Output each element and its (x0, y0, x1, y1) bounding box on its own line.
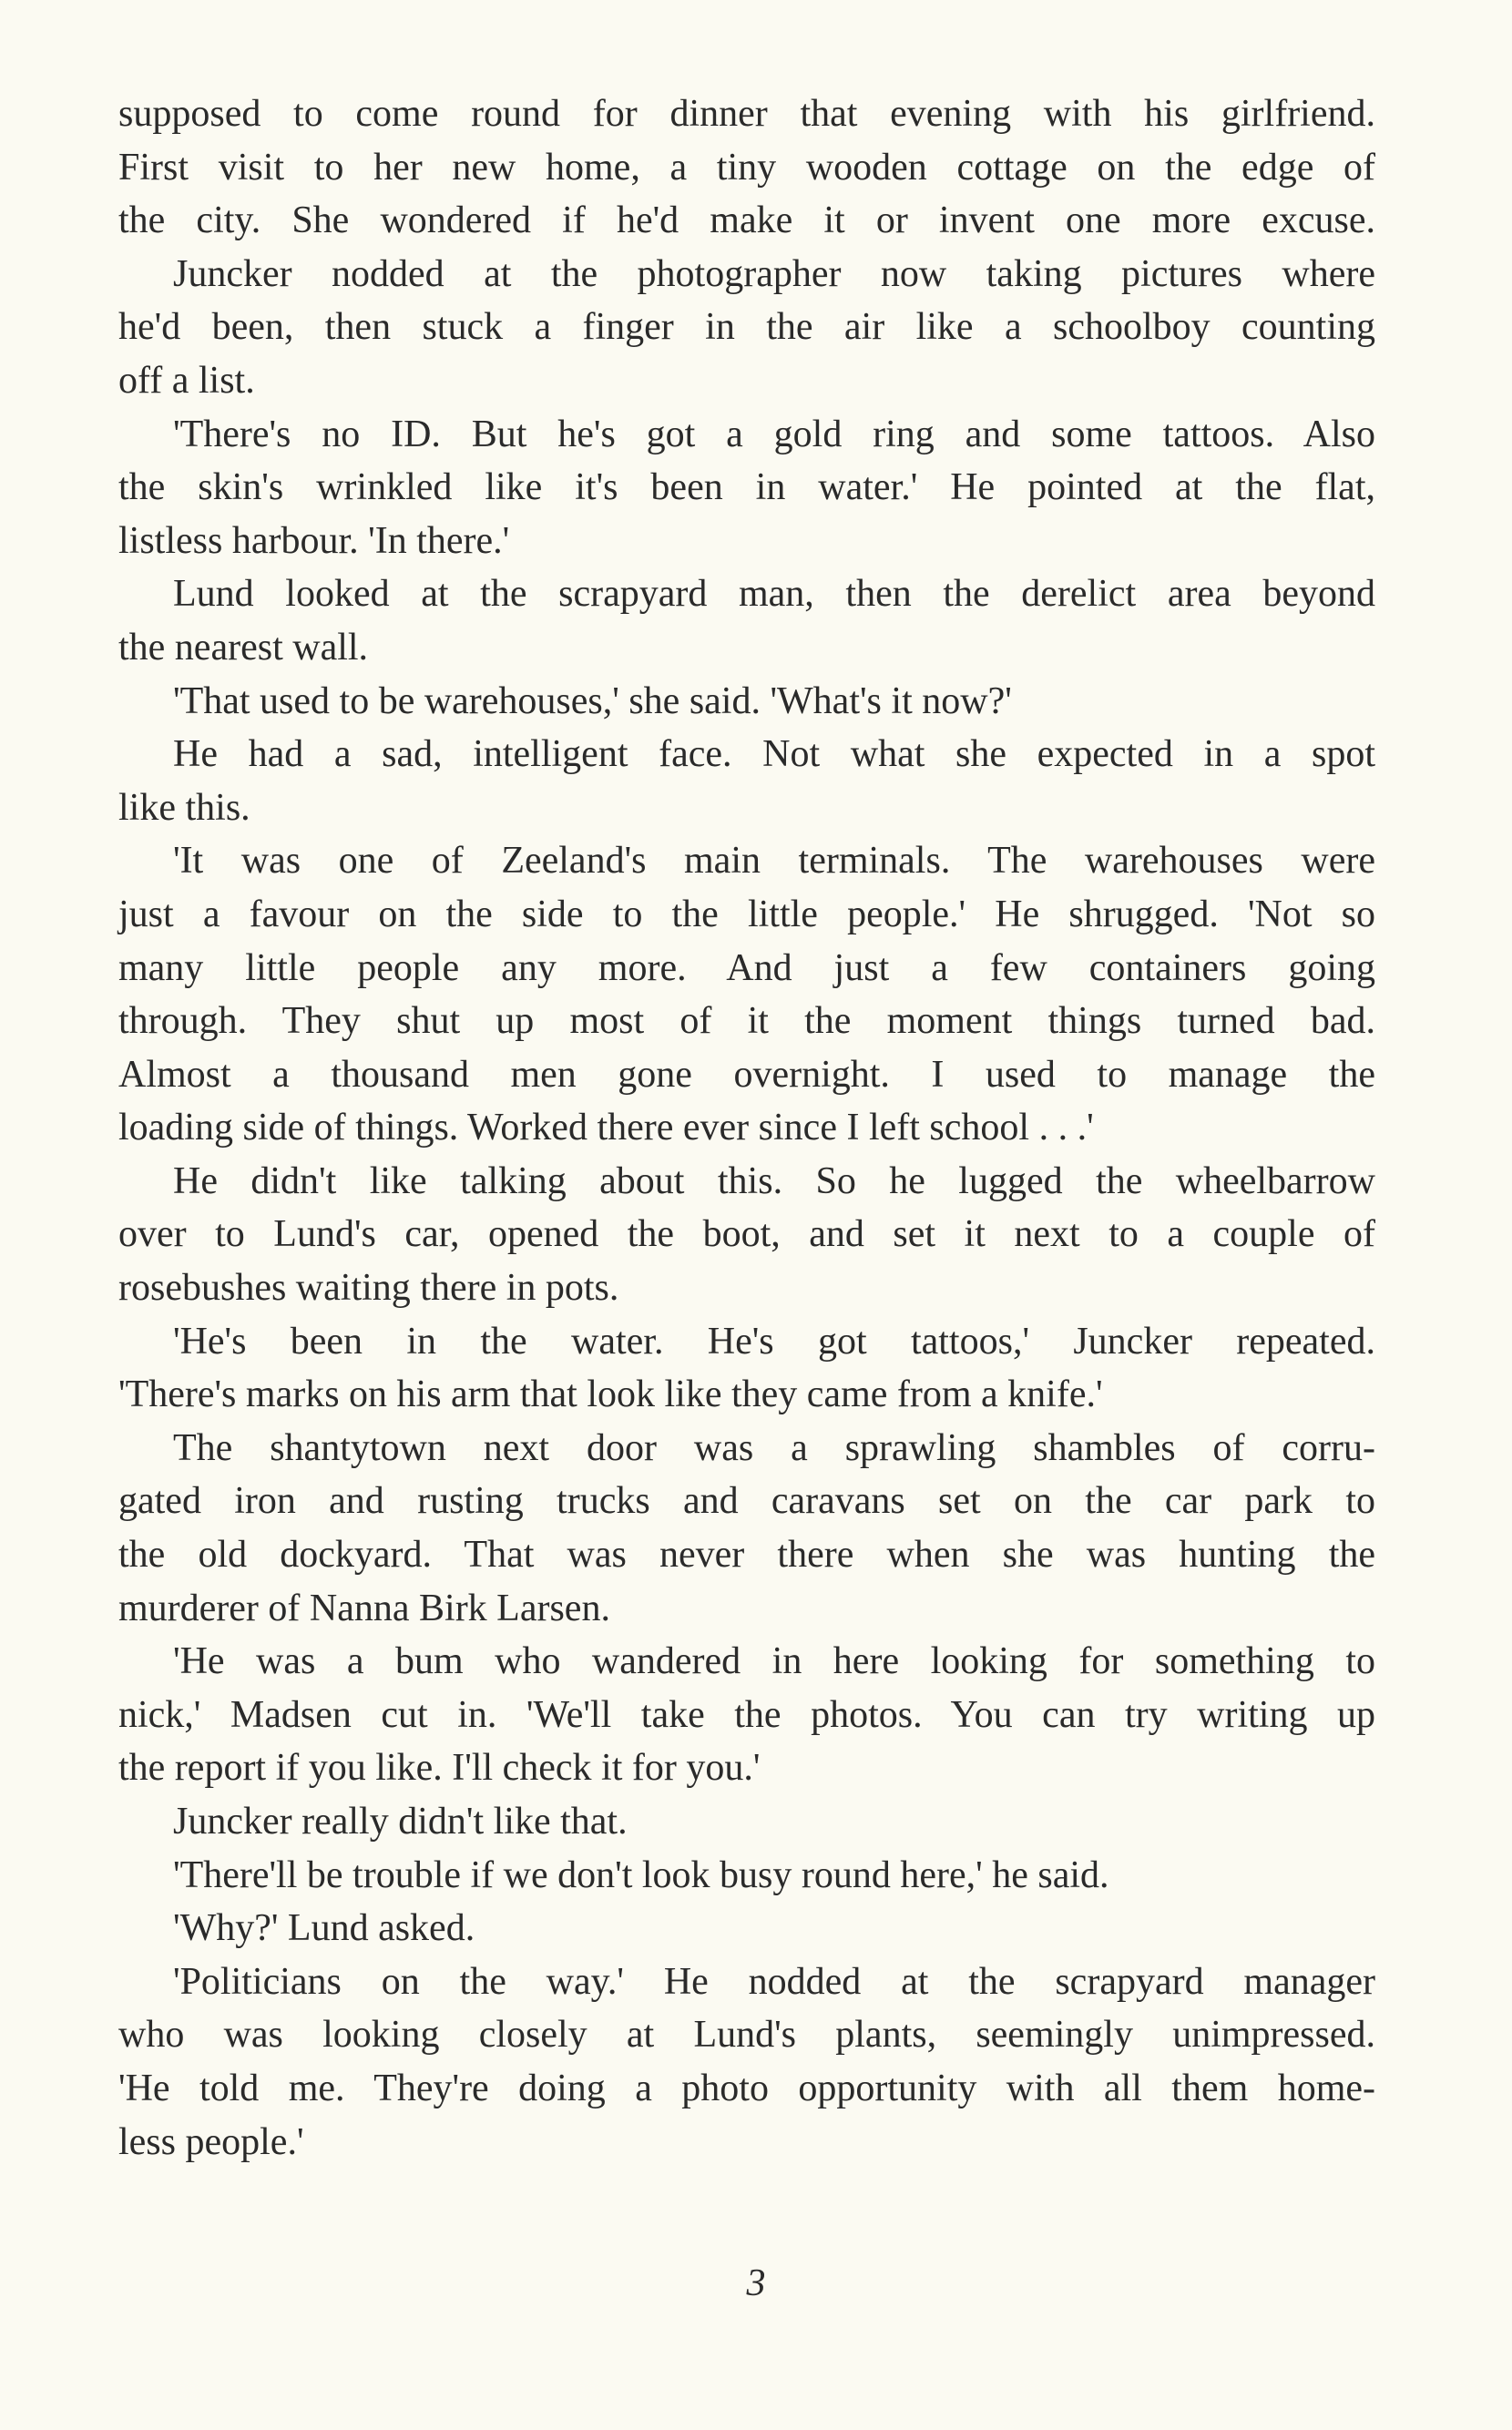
text-line: He had a sad, intelligent face. Not what she expected in a spot (173, 733, 1375, 776)
text-line: less people.' (118, 2120, 304, 2163)
text-line: he'd been, then stuck a finger in the air like a schoolboy counting (118, 306, 1375, 349)
text-line: 'Why?' Lund asked. (173, 1907, 475, 1950)
text-line: 'There's no ID. But he's got a gold ring and some tattoos. Also (173, 413, 1375, 455)
text-line: gated iron and rusting trucks and caravans set on the car park to (118, 1480, 1375, 1523)
text-line: Juncker nodded at the photographer now taking pictures where (173, 252, 1375, 295)
text-line: like this. (118, 786, 250, 829)
text-line: 'There'll be trouble if we don't look busy round here,' he said. (173, 1853, 1109, 1896)
text-line: 'There's marks on his arm that look like they came from a knife.' (118, 1373, 1103, 1416)
page-number: 3 (746, 2262, 766, 2304)
text-line: Lund looked at the scrapyard man, then the derelict area beyond (173, 573, 1375, 616)
text-line: the city. She wondered if he'd make it or invent one more excuse. (118, 199, 1375, 242)
text-line: 'It was one of Zeeland's main terminals. The warehouses were (173, 840, 1375, 883)
text-line: the skin's wrinkled like it's been in water.' He pointed at the flat, (118, 466, 1375, 509)
text-line: the old dockyard. That was never there when she was hunting the (118, 1534, 1375, 1577)
body-text (118, 87, 1375, 2169)
text-line: rosebushes waiting there in pots. (118, 1267, 619, 1310)
text-line: the nearest wall. (118, 626, 369, 669)
text-line: murderer of Nanna Birk Larsen. (118, 1587, 610, 1629)
text-line: Almost a thousand men gone overnight. I used to manage the (118, 1053, 1375, 1096)
text-line: just a favour on the side to the little people.' He shrugged. 'Not so (118, 893, 1375, 935)
text-line: the report if you like. I'll check it for you.' (118, 1747, 761, 1790)
text-line: Juncker really didn't like that. (173, 1801, 628, 1843)
text-line: who was looking closely at Lund's plants, seemingly unimpressed. (118, 2014, 1375, 2057)
text-line: loading side of things. Worked there ever since I left school . . .' (118, 1107, 1094, 1149)
text-line: 'He told me. They're doing a photo opportunity with all them home- (118, 2067, 1375, 2109)
text-line: nick,' Madsen cut in. 'We'll take the photos. You can try writing up (118, 1693, 1375, 1736)
text-line: 'That used to be warehouses,' she said. 'What's it now?' (173, 679, 1012, 722)
text-line: The shantytown next door was a sprawling shambles of corru- (173, 1426, 1375, 1469)
text-line: 'He was a bum who wandered in here looking for something to (173, 1640, 1375, 1683)
text-line: 'Politicians on the way.' He nodded at the scrapyard manager (173, 1960, 1375, 2003)
text-line: over to Lund's car, opened the boot, and set it next to a couple of (118, 1213, 1375, 1256)
text-line: First visit to her new home, a tiny wooden cottage on the edge of (118, 146, 1375, 189)
text-line: through. They shut up most of it the moment things turned bad. (118, 1000, 1375, 1043)
text-line: supposed to come round for dinner that evening with his girlfriend. (118, 93, 1375, 135)
text-line: many little people any more. And just a few containers going (118, 946, 1375, 989)
text-line: 'He's been in the water. He's got tattoos,' Juncker repeated. (173, 1320, 1375, 1363)
text-line: listless harbour. 'In there.' (118, 519, 510, 562)
text-line: off a list. (118, 359, 255, 402)
text-line: He didn't like talking about this. So he lugged the wheelbarrow (173, 1159, 1375, 1202)
